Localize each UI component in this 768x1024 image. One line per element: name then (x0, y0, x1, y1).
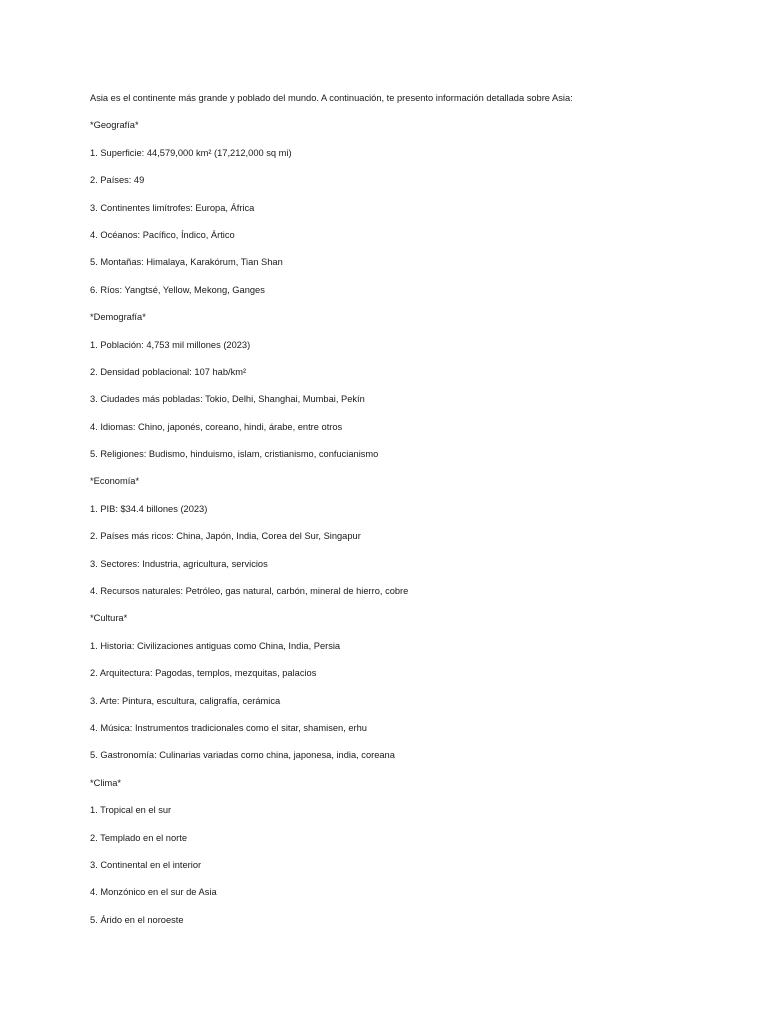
list-item: 3. Continental en el interior (90, 859, 202, 870)
intro-paragraph: Asia es el continente más grande y poblado del mundo. A continuación, te presento información detallada sobre Asia: (90, 93, 573, 103)
list-item: 3. Continentes limítrofes: Europa, África (90, 202, 255, 213)
list-item: 2. Densidad poblacional: 107 hab/km² (90, 366, 247, 377)
section-geografia (90, 119, 730, 295)
section-heading: *Geografía* (90, 120, 139, 131)
section-clima (90, 777, 730, 926)
section-heading: *Economía* (90, 476, 140, 487)
section-demografia (90, 311, 730, 460)
list-item: 4. Música: Instrumentos tradicionales como el sitar, shamisen, erhu (90, 722, 367, 733)
section-heading: *Demografía* (90, 312, 146, 323)
list-item: 5. Montañas: Himalaya, Karakórum, Tian Shan (90, 257, 283, 268)
list-item: 5. Gastronomía: Culinarias variadas como china, japonesa, india, coreana (90, 750, 395, 761)
list-item: 1. PIB: $34.4 billones (2023) (90, 503, 208, 514)
list-item: 3. Sectores: Industria, agricultura, servicios (90, 558, 268, 569)
list-item: 5. Árido en el noroeste (90, 914, 184, 925)
list-item: 2. Arquitectura: Pagodas, templos, mezquitas, palacios (90, 668, 317, 679)
list-item: 4. Océanos: Pacífico, Índico, Ártico (90, 229, 235, 240)
list-item: 1. Población: 4,753 mil millones (2023) (90, 339, 251, 350)
list-item: 2. Países: 49 (90, 175, 145, 186)
list-item: 3. Ciudades más pobladas: Tokio, Delhi, Shanghai, Mumbai, Pekín (90, 394, 365, 405)
section-heading: *Cultura* (90, 613, 128, 624)
list-item: 4. Recursos naturales: Petróleo, gas natural, carbón, mineral de hierro, cobre (90, 586, 409, 597)
document-page (90, 92, 730, 941)
list-item: 6. Ríos: Yangtsé, Yellow, Mekong, Ganges (90, 284, 265, 295)
list-item: 1. Historia: Civilizaciones antiguas como China, India, Persia (90, 640, 341, 651)
list-item: 5. Religiones: Budismo, hinduismo, islam, cristianismo, confucianismo (90, 449, 379, 460)
list-item: 1. Superficie: 44,579,000 km² (17,212,000 sq mi) (90, 147, 292, 158)
section-cultura (90, 612, 730, 761)
list-item: 2. Países más ricos: China, Japón, India, Corea del Sur, Singapur (90, 531, 361, 542)
section-heading: *Clima* (90, 777, 121, 788)
list-item: 4. Monzónico en el sur de Asia (90, 887, 217, 898)
list-item: 3. Arte: Pintura, escultura, caligrafía, cerámica (90, 695, 281, 706)
section-economia (90, 475, 730, 597)
list-item: 1. Tropical en el sur (90, 805, 172, 816)
list-item: 4. Idiomas: Chino, japonés, coreano, hindi, árabe, entre otros (90, 421, 343, 432)
list-item: 2. Templado en el norte (90, 832, 187, 843)
